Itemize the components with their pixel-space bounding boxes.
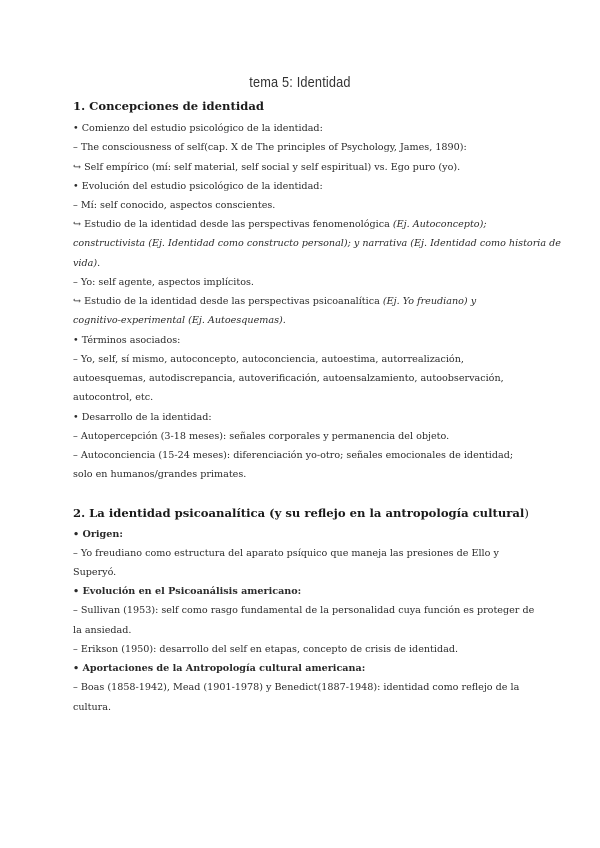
text-line: • Evolución en el Psicoanálisis americano: xyxy=(73,586,302,597)
text-line: – Yo, self, sí mismo, autoconcepto, autoconciencia, autoestima, autorrealización, xyxy=(73,354,464,365)
text-line: – Autoconciencia (15-24 meses): diferenciación yo-otro; señales emocionales de identidad; xyxy=(73,450,514,461)
text-line: – Erikson (1950): desarrollo del self en etapas, concepto de crisis de identidad. xyxy=(73,644,459,655)
section-heading-1: 1. Concepciones de identidad xyxy=(73,99,264,113)
text-line: • Desarrollo de la identidad: xyxy=(73,412,212,423)
text-line: • Términos asociados: xyxy=(73,335,181,346)
text-line: cognitivo-experimental (Ej. Autoesquemas). xyxy=(73,315,286,326)
text-line: – Boas (1858-1942), Mead (1901-1978) y Benedict(1887-1948): identidad como reflejo de la xyxy=(73,682,520,693)
text-line: vida). xyxy=(73,258,101,269)
text-line: • Comienzo del estudio psicológico de la identidad: xyxy=(73,123,323,134)
text-line: ↪ Self empírico (mí: self material, self social y self espiritual) vs. Ego puro (yo). xyxy=(73,162,461,173)
text-line: cultura. xyxy=(73,702,112,713)
text-line: – Yo freudiano como estructura del aparato psíquico que maneja las presiones de Ello y xyxy=(73,548,499,559)
text-line: – Yo: self agente, aspectos implícitos. xyxy=(73,277,254,288)
text-line: – Sullivan (1953): self como rasgo fundamental de la personalidad cuya función es proteger de xyxy=(73,605,535,616)
text-line: • Aportaciones de la Antropología cultural americana: xyxy=(73,663,366,674)
text-line: – Mí: self conocido, aspectos conscientes. xyxy=(73,200,276,211)
text-line: • Origen: xyxy=(73,529,123,540)
text-line: – Autopercepción (3-18 meses): señales corporales y permanencia del objeto. xyxy=(73,431,450,442)
text-line: solo en humanos/grandes primates. xyxy=(73,469,247,480)
text-line: ↪ Estudio de la identidad desde las perspectivas psicoanalítica (Ej. Yo freudiano) y xyxy=(73,296,477,307)
text-line: • Evolución del estudio psicológico de la identidad: xyxy=(73,181,323,192)
text-line: constructivista (Ej. Identidad como constructo personal); y narrativa (Ej. Identidad como historia de xyxy=(73,238,561,249)
text-line: Superyó. xyxy=(73,567,117,578)
text-line: la ansiedad. xyxy=(73,625,132,636)
text-line: – The consciousness of self(cap. X de The principles of Psychology, James, 1890): xyxy=(73,142,467,153)
text-line: ↪ Estudio de la identidad desde las perspectivas fenomenológica (Ej. Autoconcepto); xyxy=(73,219,487,230)
section-heading-2: 2. La identidad psicoanalítica (y su reflejo en la antropología cultural) xyxy=(73,506,529,520)
page-title: tema 5: Identidad xyxy=(249,74,351,91)
text-line: autocontrol, etc. xyxy=(73,392,154,403)
text-line: autoesquemas, autodiscrepancia, autoverificación, autoensalzamiento, autoobservación, xyxy=(73,373,504,384)
